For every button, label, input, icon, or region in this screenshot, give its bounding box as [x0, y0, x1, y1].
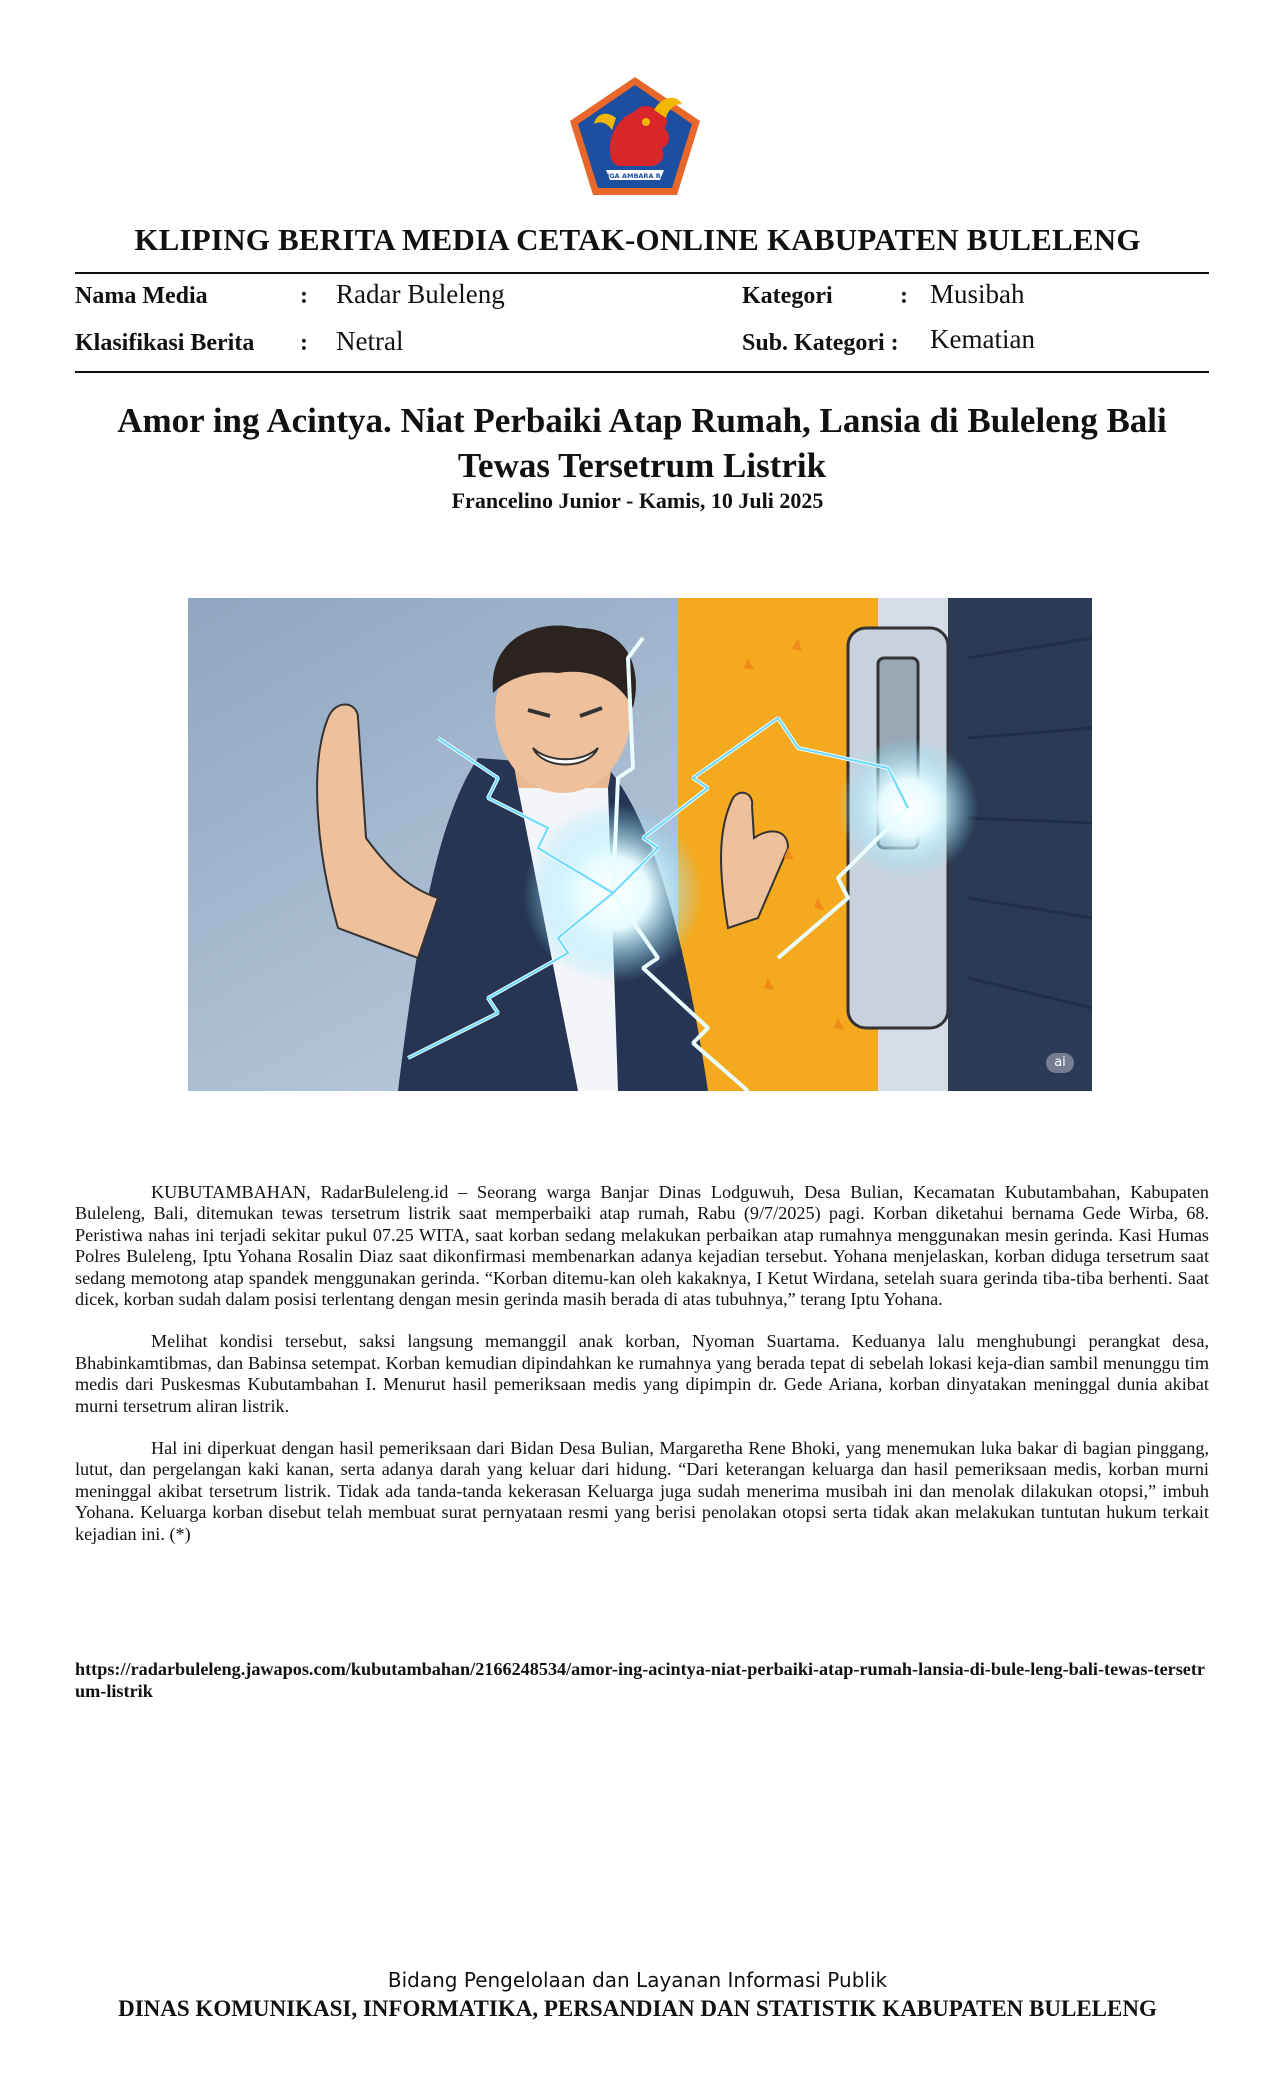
logo-emblem-icon [566, 74, 704, 198]
footer-agency: DINAS KOMUNIKASI, INFORMATIKA, PERSANDIAN DAN STATISTIK KABUPATEN BULELENG [118, 1996, 1157, 2021]
pemkab-buleleng-logo [566, 74, 704, 198]
electrocution-illustration-icon [188, 598, 1092, 1091]
document-title: KLIPING BERITA MEDIA CETAK-ONLINE KABUPATEN BULELENG [134, 222, 1141, 257]
classification-colon: : [300, 330, 308, 356]
category-value: Musibah [930, 279, 1025, 309]
logo-motto: SINGA AMBARA RAJA [596, 172, 674, 180]
media-value: Radar Buleleng [336, 279, 505, 309]
article-paragraph: Melihat kondisi tersebut, saksi langsung memanggil anak korban, Nyoman Suartama. Keduanya lalu menghubungi perangkat desa, Bhabinkamtibmas, dan Babinsa setempat. Korban kemudian dipindahkan ke rumahnya yang berada tepat di sebelah lokasi keja-dian sambil menunggu tim medis dari Puskesmas Kubutambahan I. Menurut hasil pemeriksaan medis yang dipimpin dr. Gede Ariana, korban dinyatakan meninggal dunia akibat murni tersetrum aliran listrik. [75, 1331, 1209, 1416]
media-colon: : [300, 283, 308, 309]
article-body [75, 1182, 1209, 1566]
classification-value: Netral [336, 326, 404, 356]
category-colon: : [900, 283, 908, 309]
classification-label: Klasifikasi Berita [75, 330, 255, 356]
subcategory-label: Sub. Kategori : [742, 330, 899, 356]
source-url-link[interactable]: https://radarbuleleng.jawapos.com/kubutambahan/2166248534/amor-ing-acintya-niat-perbaiki-atap-rumah-lansia-di-bule-leng-bali-tewas-tersetrum-listrik [75, 1659, 1205, 1701]
meta-divider [75, 371, 1209, 373]
subcategory-value: Kematian [930, 324, 1035, 354]
media-label: Nama Media [75, 283, 208, 309]
header-divider [75, 272, 1209, 274]
footer-department: Bidang Pengelolaan dan Layanan Informasi Publik [387, 1968, 888, 1992]
article-paragraph: Hal ini diperkuat dengan hasil pemeriksaan dari Bidan Desa Bulian, Margaretha Rene Bhoki, yang menemukan luka bakar di bagian pinggang, lutut, dan pergelangan kaki kanan, serta adanya darah yang keluar dari hidung. “Dari keterangan keluarga dan hasil pemeriksaan medis, korban murni meninggal akibat tersetrum listrik. Tidak ada tanda-tanda kekerasan Keluarga juga sudah menerima musibah ini dan menolak dilakukan otopsi,” imbuh Yohana. Keluarga korban disebut telah membuat surat pernyataan resmi yang berisi penolakan otopsi serta tidak akan melakukan tuntutan hukum terkait kejadian ini. (*) [75, 1438, 1209, 1544]
ai-generated-badge: ai [1046, 1053, 1074, 1073]
category-label: Kategori [742, 283, 833, 309]
article-byline: Francelino Junior - Kamis, 10 Juli 2025 [451, 488, 824, 513]
article-headline: Amor ing Acintya. Niat Perbaiki Atap Rumah, Lansia di Buleleng Bali Tewas Tersetrum Listrik [117, 401, 1167, 485]
article-paragraph: KUBUTAMBAHAN, RadarBuleleng.id – Seorang warga Banjar Dinas Lodguwuh, Desa Bulian, Kecamatan Kubutambahan, Kabupaten Buleleng, Bali, ditemukan tewas tersetrum listrik saat memperbaiki atap rumah, Rabu (9/7/2025) pagi. Korban diketahui bernama Gede Wirba, 68. Peristiwa nahas ini terjadi sekitar pukul 07.25 WITA, saat korban sedang melakukan perbaikan atap rumahnya menggunakan mesin gerinda. Kasi Humas Polres Buleleng, Iptu Yohana Rosalin Diaz saat dikonfirmasi membenarkan adanya kejadian tersebut. Yohana menjelaskan, korban diduga tersetrum saat sedang memotong atap spandek menggunakan gerinda. “Korban ditemu-kan oleh kakaknya, I Ketut Wirdana, setelah suara gerinda tiba-tiba berhenti. Saat dicek, korban sudah dalam posisi terlentang dengan mesin gerinda masih berada di atas tubuhnya,” terang Iptu Yohana. [75, 1182, 1209, 1310]
article-illustration [188, 598, 1092, 1091]
